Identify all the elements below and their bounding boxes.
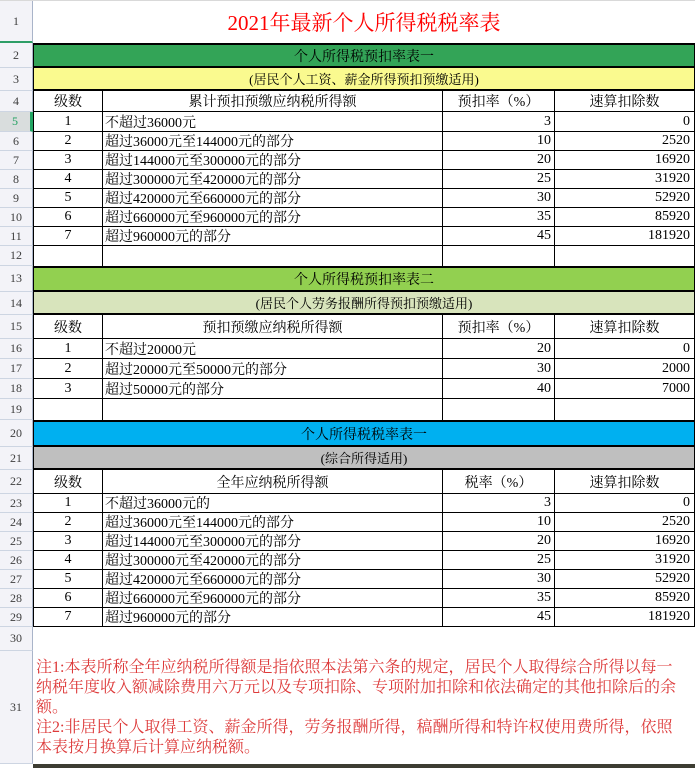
row-header[interactable]: 16 bbox=[0, 339, 33, 359]
sheet-row bbox=[0, 68, 695, 91]
sheet-row bbox=[0, 570, 695, 589]
sheet-row bbox=[0, 651, 695, 764]
col-header-deduction[interactable]: 速算扣除数 bbox=[555, 470, 695, 494]
row-header[interactable]: 20 bbox=[0, 420, 33, 447]
note-2: 注2:非居民个人取得工资、薪金所得，劳务报酬所得，稿酬所得和特许权使用费所得，依照本表按月换算后计算应纳税额。 bbox=[36, 718, 673, 756]
cell-level[interactable]: 6 bbox=[33, 589, 103, 608]
cell-level[interactable]: 3 bbox=[33, 379, 103, 399]
cell-level[interactable]: 2 bbox=[33, 513, 103, 532]
table3-banner[interactable]: 个人所得税税率表一 bbox=[33, 420, 695, 447]
row-header[interactable]: 13 bbox=[0, 266, 33, 292]
cell-income-range[interactable]: 超过36000元至144000元的部分 bbox=[103, 132, 443, 151]
sheet-row bbox=[0, 551, 695, 570]
cell-rate[interactable]: 30 bbox=[443, 189, 555, 208]
cell-deduction[interactable]: 2000 bbox=[555, 359, 695, 379]
cell-deduction[interactable]: 16920 bbox=[555, 532, 695, 551]
table2-banner[interactable]: 个人所得税预扣率表二 bbox=[33, 266, 695, 292]
sheet-row bbox=[0, 627, 695, 651]
sheet-row bbox=[0, 315, 695, 339]
col-header-rate[interactable]: 预扣率（%） bbox=[443, 315, 555, 339]
cell-rate[interactable]: 40 bbox=[443, 379, 555, 399]
cell-income-range[interactable]: 超过660000元至960000元的部分 bbox=[103, 589, 443, 608]
page-title[interactable]: 2021年最新个人所得税税率表 bbox=[227, 11, 501, 35]
col-header-rate[interactable]: 预扣率（%） bbox=[443, 91, 555, 112]
row-header[interactable]: 24 bbox=[0, 513, 33, 532]
row-header[interactable]: 22 bbox=[0, 470, 33, 494]
cell-level[interactable]: 4 bbox=[33, 551, 103, 570]
sheet-row bbox=[0, 379, 695, 399]
cell-rate[interactable]: 35 bbox=[443, 589, 555, 608]
cell-level[interactable]: 6 bbox=[33, 208, 103, 227]
sheet-row bbox=[0, 43, 695, 68]
cell-deduction[interactable]: 85920 bbox=[555, 589, 695, 608]
empty-cell[interactable] bbox=[33, 399, 103, 420]
row-header[interactable]: 3 bbox=[0, 68, 33, 91]
cell-deduction[interactable]: 181920 bbox=[555, 227, 695, 246]
row-header[interactable]: 8 bbox=[0, 170, 33, 189]
cell-income-range[interactable]: 不超过20000元 bbox=[103, 339, 443, 359]
cell-rate[interactable]: 10 bbox=[443, 513, 555, 532]
cell-rate[interactable]: 3 bbox=[443, 112, 555, 132]
cell-level[interactable]: 1 bbox=[33, 494, 103, 513]
cell-rate[interactable]: 35 bbox=[443, 208, 555, 227]
cell-rate[interactable]: 45 bbox=[443, 608, 555, 627]
col-header-deduction[interactable]: 速算扣除数 bbox=[555, 91, 695, 112]
cell-income-range[interactable]: 超过960000元的部分 bbox=[103, 227, 443, 246]
col-header-base[interactable]: 全年应纳税所得额 bbox=[103, 470, 443, 494]
notes-cell[interactable] bbox=[33, 651, 695, 764]
cell-income-range[interactable]: 超过420000元至660000元的部分 bbox=[103, 570, 443, 589]
sheet-row bbox=[0, 589, 695, 608]
sheet-row bbox=[0, 359, 695, 379]
sheet-row bbox=[0, 339, 695, 359]
cell-rate[interactable]: 20 bbox=[443, 532, 555, 551]
row-header[interactable]: 25 bbox=[0, 532, 33, 551]
cell-level[interactable]: 1 bbox=[33, 339, 103, 359]
sheet-row bbox=[0, 246, 695, 266]
cell-income-range[interactable]: 超过960000元的部分 bbox=[103, 608, 443, 627]
cell-deduction[interactable]: 181920 bbox=[555, 608, 695, 627]
cell-level[interactable]: 3 bbox=[33, 151, 103, 170]
empty-cell[interactable] bbox=[555, 246, 695, 266]
sheet-bottom-edge bbox=[33, 764, 695, 768]
empty-cell[interactable] bbox=[443, 246, 555, 266]
cell-income-range[interactable]: 超过50000元的部分 bbox=[103, 379, 443, 399]
sheet-row bbox=[0, 132, 695, 151]
row-header[interactable]: 6 bbox=[0, 132, 33, 151]
empty-cell[interactable] bbox=[33, 246, 103, 266]
row-header[interactable]: 2 bbox=[0, 43, 33, 68]
row-header[interactable]: 19 bbox=[0, 399, 33, 420]
cell-level[interactable]: 2 bbox=[33, 359, 103, 379]
cell-level[interactable]: 5 bbox=[33, 570, 103, 589]
cell-deduction[interactable]: 31920 bbox=[555, 170, 695, 189]
cell-income-range[interactable]: 超过20000元至50000元的部分 bbox=[103, 359, 443, 379]
cell-income-range[interactable]: 超过144000元至300000元的部分 bbox=[103, 151, 443, 170]
cell-rate[interactable]: 3 bbox=[443, 494, 555, 513]
cell-deduction[interactable]: 0 bbox=[555, 339, 695, 359]
table3-subbanner[interactable]: (综合所得适用) bbox=[33, 447, 695, 470]
cell-level[interactable]: 4 bbox=[33, 170, 103, 189]
sheet-row bbox=[0, 1, 695, 43]
cell-income-range[interactable]: 不超过36000元 bbox=[103, 112, 443, 132]
sheet-row bbox=[0, 513, 695, 532]
cell-income-range[interactable]: 超过300000元至420000元的部分 bbox=[103, 551, 443, 570]
row-header[interactable]: 12 bbox=[0, 246, 33, 266]
cell-rate[interactable]: 25 bbox=[443, 170, 555, 189]
col-header-deduction[interactable]: 速算扣除数 bbox=[555, 315, 695, 339]
cell-rate[interactable]: 20 bbox=[443, 151, 555, 170]
row-header-selected[interactable]: 5 bbox=[0, 112, 33, 132]
row-header[interactable]: 30 bbox=[0, 627, 33, 651]
sheet-row bbox=[0, 189, 695, 208]
cell-income-range[interactable]: 超过660000元至960000元的部分 bbox=[103, 208, 443, 227]
row-header[interactable]: 15 bbox=[0, 315, 33, 339]
cell-rate[interactable]: 45 bbox=[443, 227, 555, 246]
col-header-rate[interactable]: 税率（%） bbox=[443, 470, 555, 494]
cell-deduction[interactable]: 85920 bbox=[555, 208, 695, 227]
row-header[interactable]: 1 bbox=[0, 1, 33, 43]
cell-level[interactable]: 7 bbox=[33, 608, 103, 627]
sheet-row bbox=[0, 470, 695, 494]
col-header-level[interactable]: 级数 bbox=[33, 470, 103, 494]
row-header[interactable]: 23 bbox=[0, 494, 33, 513]
cell-rate[interactable]: 20 bbox=[443, 339, 555, 359]
cell-rate[interactable]: 10 bbox=[443, 132, 555, 151]
sheet-row bbox=[0, 608, 695, 627]
row-header[interactable]: 31 bbox=[0, 651, 33, 764]
cell-rate[interactable]: 25 bbox=[443, 551, 555, 570]
empty-cell[interactable] bbox=[103, 246, 443, 266]
row-header[interactable]: 26 bbox=[0, 551, 33, 570]
row-header[interactable]: 10 bbox=[0, 208, 33, 227]
cell-deduction[interactable]: 7000 bbox=[555, 379, 695, 399]
row-header[interactable]: 18 bbox=[0, 379, 33, 399]
table2-subbanner[interactable]: (居民个人劳务报酬所得预扣预缴适用) bbox=[33, 292, 695, 315]
cell-level[interactable]: 1 bbox=[33, 112, 103, 132]
cell-deduction[interactable]: 0 bbox=[555, 112, 695, 132]
cell-rate[interactable]: 30 bbox=[443, 570, 555, 589]
row-header[interactable]: 27 bbox=[0, 570, 33, 589]
cell-income-range[interactable]: 不超过36000元的 bbox=[103, 494, 443, 513]
empty-cell[interactable] bbox=[33, 627, 695, 651]
row-header[interactable]: 14 bbox=[0, 292, 33, 315]
sheet-row bbox=[0, 266, 695, 292]
table1-subbanner[interactable]: (居民个人工资、薪金所得预扣预缴适用) bbox=[33, 68, 695, 91]
row-header[interactable]: 9 bbox=[0, 189, 33, 208]
empty-cell[interactable] bbox=[555, 399, 695, 420]
cell-deduction[interactable]: 16920 bbox=[555, 151, 695, 170]
cell-income-range[interactable]: 超过420000元至660000元的部分 bbox=[103, 189, 443, 208]
sheet-row bbox=[0, 399, 695, 420]
col-header-level[interactable]: 级数 bbox=[33, 91, 103, 112]
cell-level[interactable]: 3 bbox=[33, 532, 103, 551]
row-header[interactable]: 21 bbox=[0, 447, 33, 470]
cell-level[interactable]: 5 bbox=[33, 189, 103, 208]
sheet-row bbox=[0, 112, 695, 132]
sheet-row bbox=[0, 292, 695, 315]
sheet-row bbox=[0, 170, 695, 189]
sheet-row bbox=[0, 208, 695, 227]
col-header-base[interactable]: 累计预扣预缴应纳税所得额 bbox=[103, 91, 443, 112]
cell-level[interactable]: 7 bbox=[33, 227, 103, 246]
col-header-base[interactable]: 预扣预缴应纳税所得额 bbox=[103, 315, 443, 339]
sheet-row bbox=[0, 532, 695, 551]
note-1: 注1:本表所称全年应纳税所得额是指依照本法第六条的规定，居民个人取得综合所得以每一纳税年度收入额减除费用六万元以及专项扣除、专项附加扣除和依法确定的其他扣除后的余额。 bbox=[36, 658, 677, 716]
cell-deduction[interactable]: 2520 bbox=[555, 132, 695, 151]
cell-income-range[interactable]: 超过36000元至144000元的部分 bbox=[103, 513, 443, 532]
row-header[interactable]: 4 bbox=[0, 91, 33, 112]
cell-income-range[interactable]: 超过144000元至300000元的部分 bbox=[103, 532, 443, 551]
cell-level[interactable]: 2 bbox=[33, 132, 103, 151]
sheet-row bbox=[0, 91, 695, 112]
cell-deduction[interactable]: 2520 bbox=[555, 513, 695, 532]
row-header[interactable]: 17 bbox=[0, 359, 33, 379]
cell-income-range[interactable]: 超过300000元至420000元的部分 bbox=[103, 170, 443, 189]
sheet-row bbox=[0, 447, 695, 470]
cell-rate[interactable]: 30 bbox=[443, 359, 555, 379]
empty-cell[interactable] bbox=[103, 399, 443, 420]
row-header[interactable]: 28 bbox=[0, 589, 33, 608]
cell-deduction[interactable]: 0 bbox=[555, 494, 695, 513]
empty-cell[interactable] bbox=[443, 399, 555, 420]
row-header[interactable]: 7 bbox=[0, 151, 33, 170]
row-header[interactable]: 29 bbox=[0, 608, 33, 627]
table1-banner[interactable]: 个人所得税预扣率表一 bbox=[33, 43, 695, 68]
cell-deduction[interactable]: 31920 bbox=[555, 551, 695, 570]
sheet-row bbox=[0, 420, 695, 447]
cell-deduction[interactable]: 52920 bbox=[555, 189, 695, 208]
sheet-row bbox=[0, 227, 695, 246]
col-header-level[interactable]: 级数 bbox=[33, 315, 103, 339]
sheet-row bbox=[0, 494, 695, 513]
cell-deduction[interactable]: 52920 bbox=[555, 570, 695, 589]
row-header[interactable]: 11 bbox=[0, 227, 33, 246]
sheet-row bbox=[0, 151, 695, 170]
